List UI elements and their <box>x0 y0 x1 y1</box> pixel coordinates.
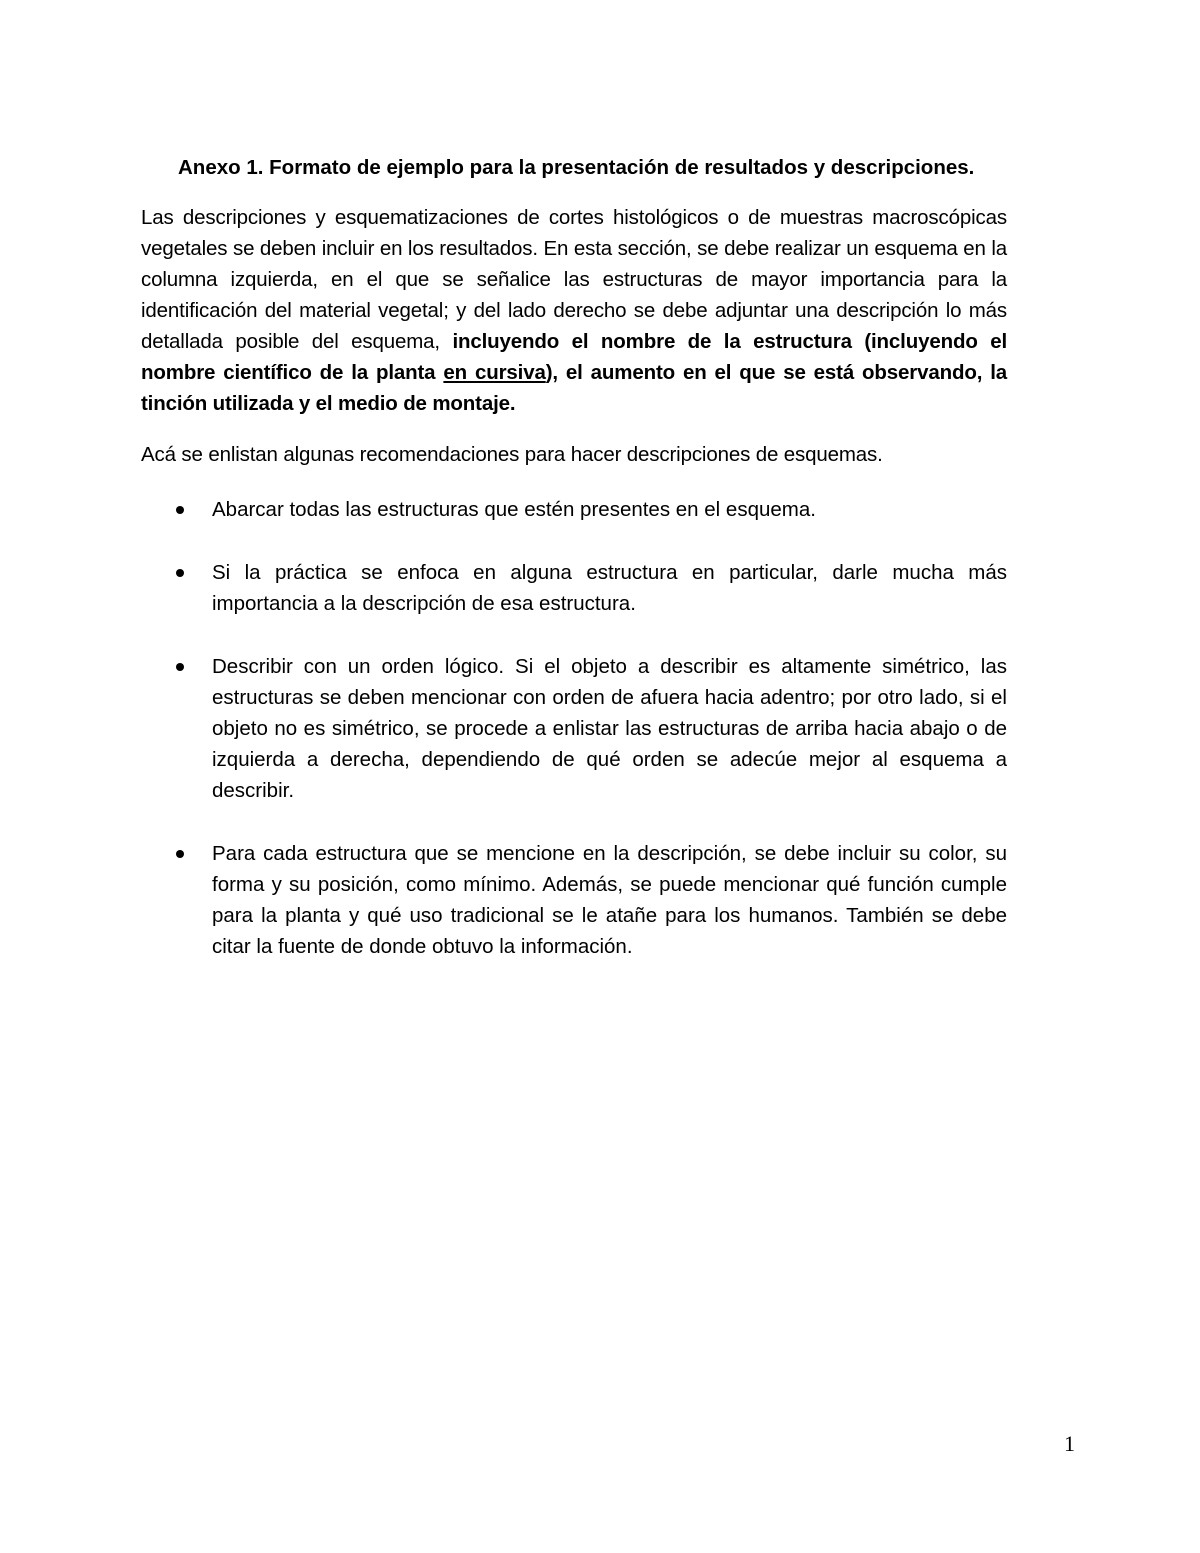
list-item <box>141 557 1007 619</box>
document-body <box>141 152 1007 994</box>
recommendations-list <box>141 494 1007 962</box>
list-item-text: Describir con un orden lógico. Si el objeto a describir es altamente simétrico, las estructuras se deben mencionar con orden de afuera hacia adentro; por otro lado, si el objeto no es simétrico, se procede a enlistar las estructuras de arriba hacia abajo o de izquierda a derecha, dependiendo de qué orden se adecúe mejor al esquema a describir. <box>212 655 1007 802</box>
title-prefix: Anexo 1. <box>178 156 264 179</box>
bullet-icon <box>176 850 184 858</box>
bullet-icon <box>176 663 184 671</box>
paragraph-bold-text-end: ), el aumento en el que se está observando, la tinción utilizada y el medio de montaje. <box>141 361 1008 415</box>
document-title <box>178 152 1007 183</box>
paragraph-underlined-text: en cursiva <box>443 361 546 384</box>
list-item-text: Para cada estructura que se mencione en la descripción, se debe incluir su color, su forma y su posición, como mínimo. Además, se puede mencionar qué función cumple para la planta y qué uso tradicional se le atañe para los humanos. También se debe citar la fuente de donde obtuvo la información. <box>212 842 1007 958</box>
paragraph-plain-text: Las descripciones y esquematizaciones de cortes histológicos o de muestras macroscópicas vegetales se deben incluir en los resultados. En esta sección, se debe realizar un esquema en la columna izquierda, en el que se señalice las estructuras de mayor importancia para la identificación del material vegetal; y del lado derecho se debe adjuntar una descripción lo más detallada posible del esquema, <box>141 206 1007 353</box>
list-item <box>141 651 1007 806</box>
list-item-text: Si la práctica se enfoca en alguna estructura en particular, darle mucha más importancia a la descripción de esa estructura. <box>212 561 1007 615</box>
paragraph-description <box>141 202 1007 419</box>
recommendations-intro: Acá se enlistan algunas recomendaciones para hacer descripciones de esquemas. <box>141 443 883 466</box>
list-item <box>141 838 1007 962</box>
bullet-icon <box>176 506 184 514</box>
title-text: Formato de ejemplo para la presentación de resultados y descripciones. <box>269 156 975 179</box>
bullet-icon <box>176 569 184 577</box>
list-item-text: Abarcar todas las estructuras que estén presentes en el esquema. <box>212 498 816 521</box>
paragraph-bold-text: incluyendo el nombre de la estructura (incluyendo el nombre científico de la planta <box>141 330 1007 384</box>
list-item <box>141 494 1007 525</box>
page-number: 1 <box>1064 1431 1075 1456</box>
